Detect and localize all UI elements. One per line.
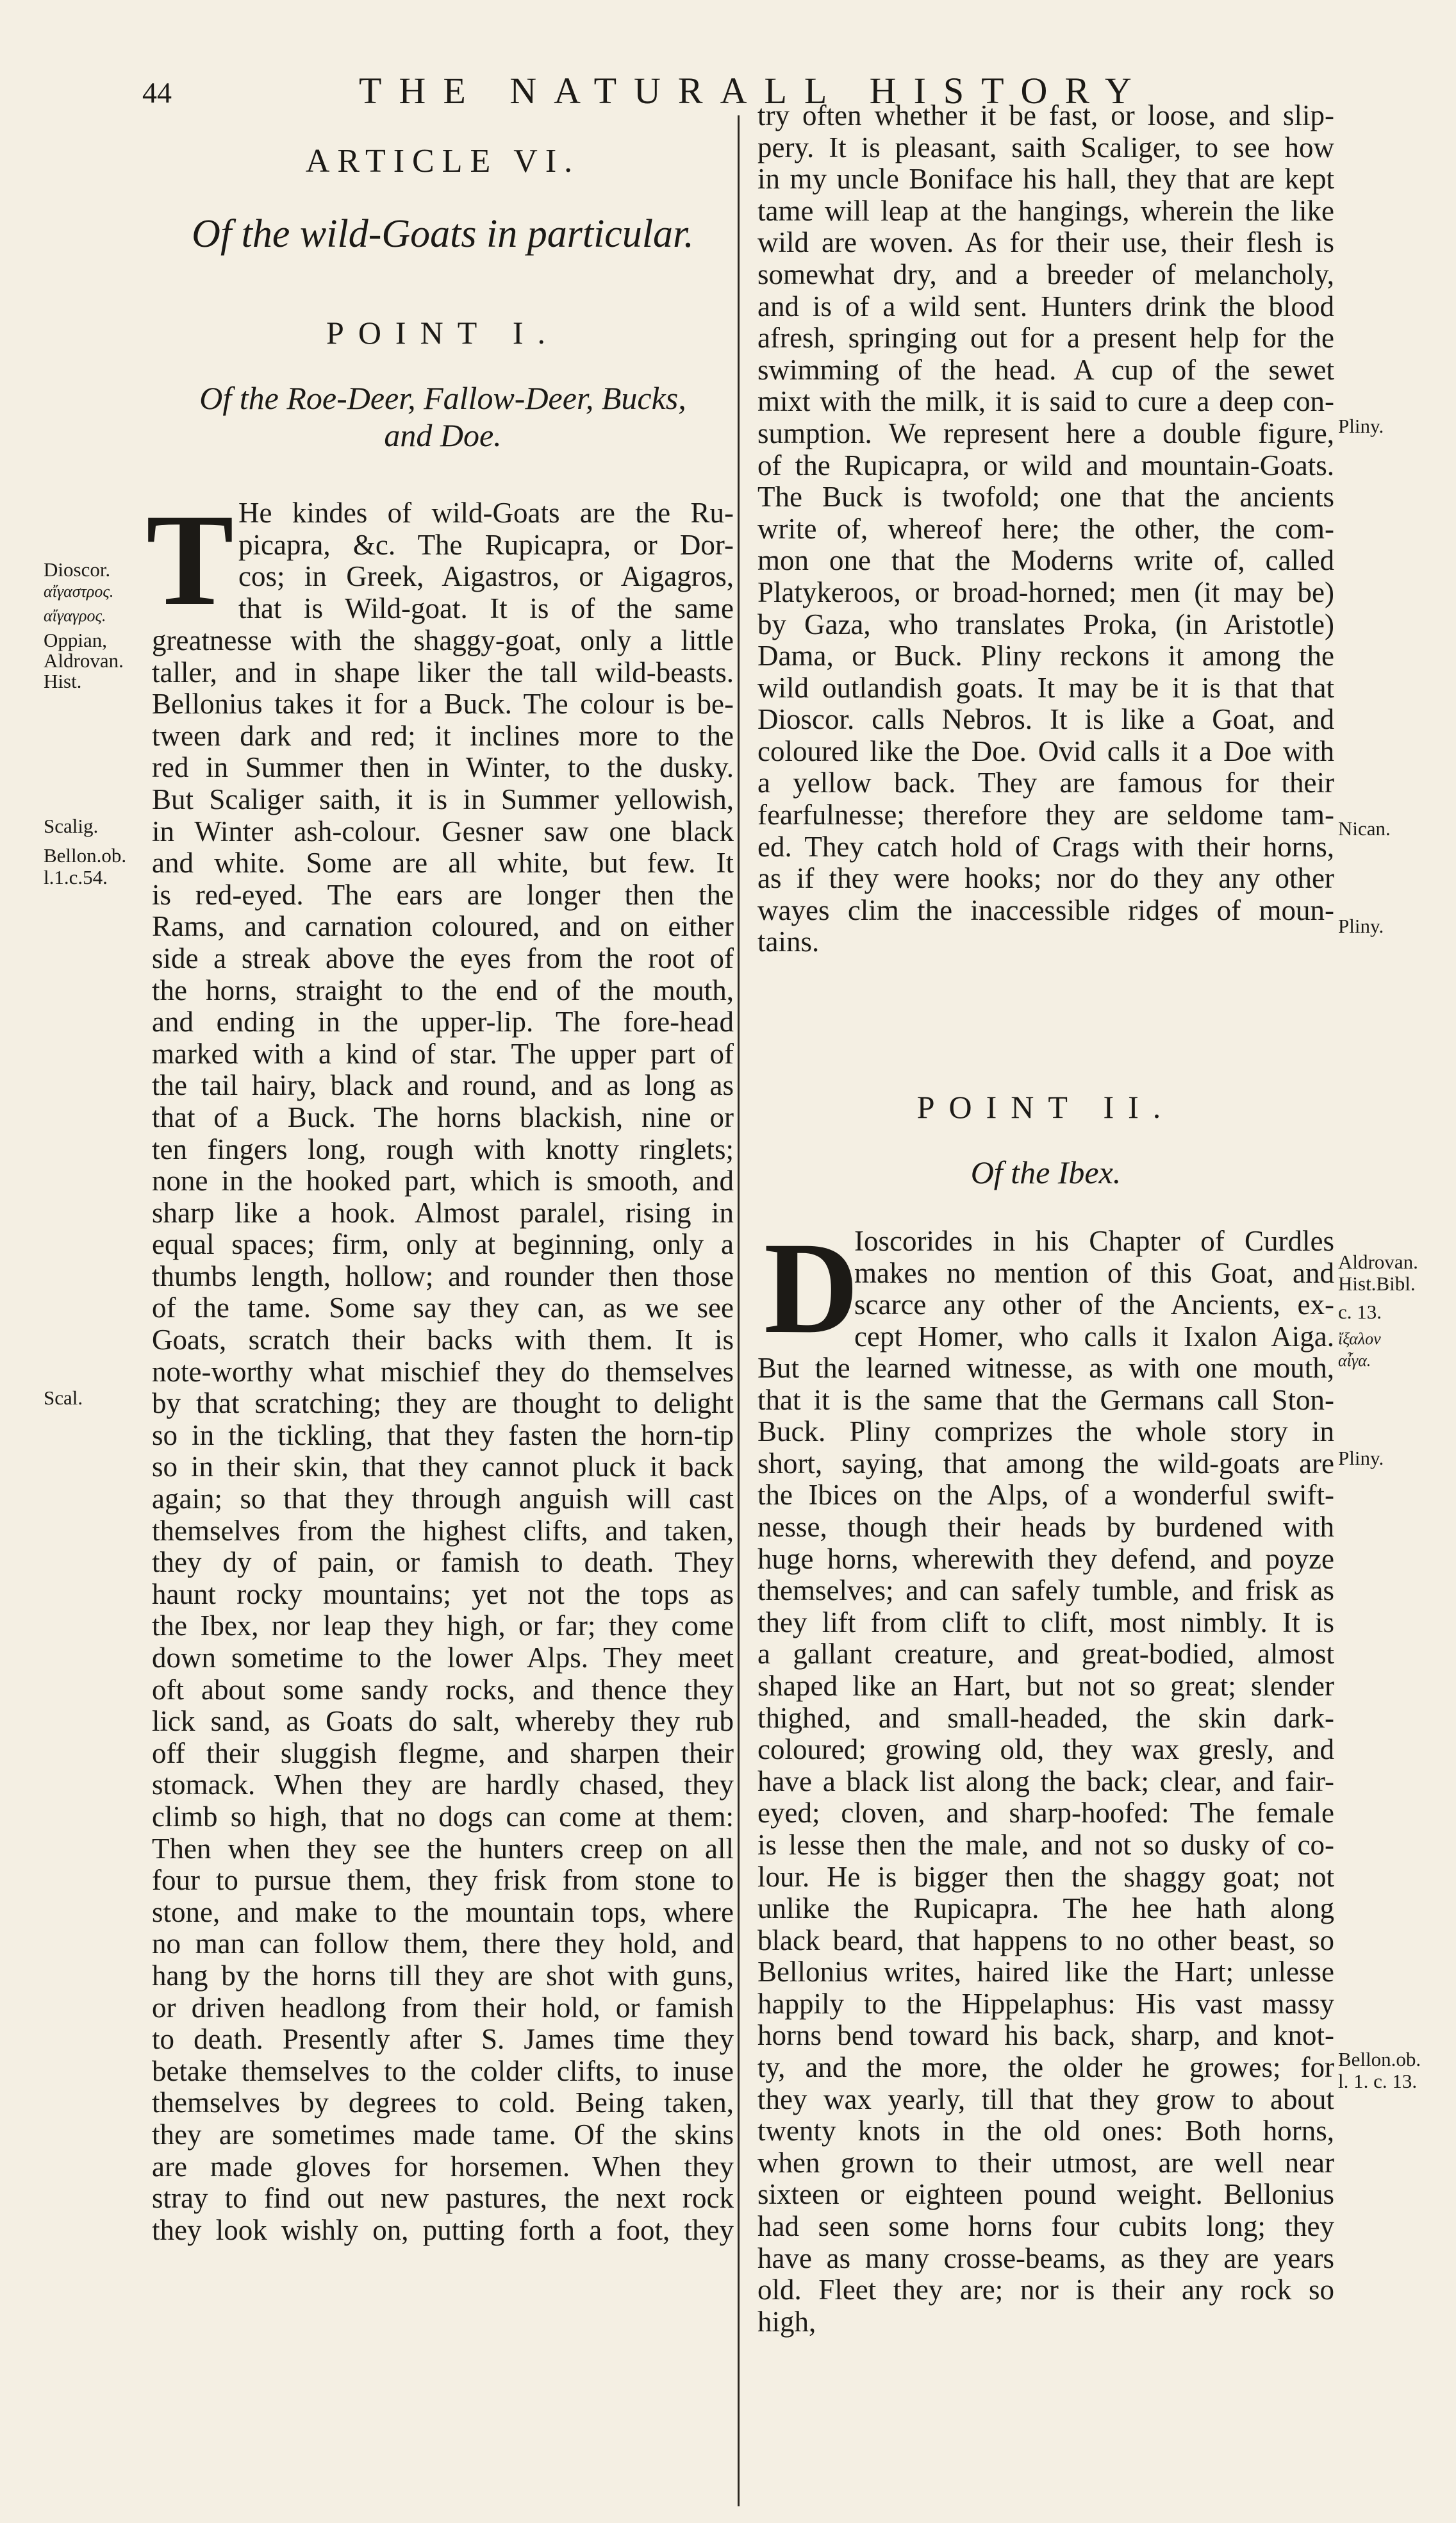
text-line: the horns, straight to the end of the mouth,: [152, 974, 734, 1006]
margin-note-dioscor: Dioscor.: [44, 558, 111, 581]
text-line: pery. It is pleasant, saith Scaliger, to see how: [757, 131, 1334, 163]
text-line: stone, and make to the mountain tops, where: [152, 1895, 734, 1928]
text-line: Dioscor. calls Nebros. It is like a Goat, and: [757, 703, 1334, 736]
point1-title-line2: and Doe.: [384, 417, 502, 453]
text-line: they look wishly on, putting forth a foot, they: [152, 2213, 734, 2246]
text-line: Platykeroos, or broad-horned; men (it may be): [757, 576, 1334, 608]
text-line: to death. Presently after S. James time they: [152, 2023, 734, 2056]
text-line: themselves from the highest clifts, and taken,: [152, 1514, 734, 1547]
text-line: sumption. We represent here a double figure,: [757, 417, 1334, 449]
text-line: Then when they see the hunters creep on all: [152, 1832, 734, 1865]
text-line: short, saying, that among the wild-goats are: [757, 1447, 1334, 1479]
column-divider: [738, 115, 740, 2506]
text-line: a gallant creature, and great-bodied, almost: [757, 1638, 1334, 1670]
text-line: mixt with the milk, it is said to cure a deep con-: [757, 385, 1334, 418]
running-title: THE NATURALL HISTORY: [359, 70, 1149, 112]
text-line: tame will leap at the hangings, wherein the like: [757, 194, 1334, 227]
margin-note-oppian: Oppian,: [44, 629, 108, 651]
text-line: Ioscorides in his Chapter of Curdles: [854, 1225, 1334, 1257]
text-line: in my uncle Boniface his hall, they that are kept: [757, 163, 1334, 196]
text-line: they dy of pain, or famish to death. They: [152, 1546, 734, 1579]
text-line: Buck. Pliny comprizes the whole story in: [757, 1415, 1334, 1448]
text-line: nesse, though their heads by burdened with: [757, 1510, 1334, 1543]
margin-note-aldrovan: Aldrovan.: [44, 649, 124, 672]
text-line: But Scaliger saith, it is in Summer yellowish,: [152, 783, 734, 815]
text-line: unlike the Rupicapra. The hee hath along: [757, 1892, 1334, 1925]
text-line: by Gaza, who translates Proka, (in Aristotle): [757, 608, 1334, 640]
text-line: coloured like the Doe. Ovid calls it a Doe with: [757, 735, 1334, 767]
text-line: or driven headlong from their hold, or famish: [152, 1991, 734, 2024]
text-line: wild are woven. As for their use, their flesh is: [757, 226, 1334, 259]
text-line: picapra, &c. The Rupicapra, or Dor-: [238, 528, 734, 561]
margin-note-greek1: αἴγαστρος.: [44, 582, 114, 601]
margin-note-scal: Scal.: [44, 1386, 83, 1409]
text-line: afresh, springing out for a present help for the: [757, 322, 1334, 354]
text-line: is red-eyed. The ears are longer then the: [152, 878, 734, 911]
margin-note-hist-bibl: Hist.Bibl.: [1338, 1272, 1416, 1295]
text-line: none in the hooked part, which is smooth, and: [152, 1165, 734, 1197]
text-line: stray to find out new pastures, the next rock: [152, 2182, 734, 2215]
text-line: are made gloves for horsemen. When they: [152, 2150, 734, 2183]
point1-opening-lines: [238, 497, 734, 624]
text-line: in Winter ash-colour. Gesner saw one black: [152, 815, 734, 847]
text-line: off their sluggish flegme, and sharpen their: [152, 1736, 734, 1769]
text-line: Dama, or Buck. Pliny reckons it among the: [757, 640, 1334, 672]
text-line: and ending in the upper-lip. The fore-head: [152, 1006, 734, 1038]
text-line: the tail hairy, black and round, and as long as: [152, 1069, 734, 1102]
text-line: marked with a kind of star. The upper part of: [152, 1037, 734, 1070]
text-line: so in their skin, that they cannot pluck it back: [152, 1451, 734, 1483]
text-line: eyed; cloven, and sharp-hoofed: The female: [757, 1797, 1334, 1829]
text-line: black beard, that happens to no other beast, so: [757, 1924, 1334, 1956]
margin-note-greek2: αἴγαγρος.: [44, 606, 106, 625]
text-line: makes no mention of this Goat, and: [854, 1256, 1334, 1289]
text-line: themselves by degrees to cold. Being taken,: [152, 2086, 734, 2119]
text-line: Bellonius takes it for a Buck. The colour is be-: [152, 688, 734, 720]
text-line: of the tame. Some say they can, as we see: [152, 1292, 734, 1324]
dropcap-t: T: [146, 487, 234, 633]
point1-title: [152, 379, 734, 454]
text-line: horns bend toward his back, sharp, and knot-: [757, 2019, 1334, 2052]
text-line: note-worthy what mischief they do themselves: [152, 1355, 734, 1388]
text-line: when grown to their utmost, are well near: [757, 2146, 1334, 2179]
text-line: ed. They catch hold of Crags with their horns,: [757, 830, 1334, 863]
text-line: coloured; growing old, they wax gresly, and: [757, 1733, 1334, 1766]
point2-body: [757, 1353, 1334, 2338]
text-line: betake themselves to the colder clifts, to inuse: [152, 2054, 734, 2087]
margin-note-greek3: ἴξαλον: [1338, 1329, 1381, 1348]
text-line: high,: [757, 2305, 816, 2338]
point1-title-line1: Of the Roe-Deer, Fallow-Deer, Bucks,: [199, 380, 686, 416]
text-line: ten fingers long, rough with knotty ringlets;: [152, 1133, 734, 1165]
point1-body-right: [757, 100, 1334, 958]
text-line: wild outlandish goats. It may be it is that that: [757, 671, 1334, 704]
text-line: climb so high, that no dogs can come at them:: [152, 1800, 734, 1833]
text-line: shaped like an Hart, but not so great; slender: [757, 1669, 1334, 1702]
text-line: of the Rupicapra, or wild and mountain-Goats.: [757, 449, 1334, 481]
article-title: Of the wild-Goats in particular.: [192, 212, 694, 256]
text-line: side a streak above the eyes from the root of: [152, 942, 734, 974]
page-number: 44: [142, 76, 172, 109]
text-line: that it is the same that the Germans call Ston-: [757, 1383, 1334, 1416]
text-line: oft about some sandy rocks, and thence they: [152, 1673, 734, 1706]
text-line: cos; in Greek, Aigastros, or Aigagros,: [238, 560, 734, 593]
text-line: lick sand, as Goats do salt, whereby they rub: [152, 1705, 734, 1738]
text-line: sixteen or eighteen pound weight. Bellonius: [757, 2178, 1334, 2211]
text-line: four to pursue them, they frisk from stone to: [152, 1864, 734, 1897]
text-line: old. Fleet they are; nor is their any rock so: [757, 2274, 1334, 2306]
margin-note-bellon: Bellon.ob.: [44, 844, 127, 867]
text-line: as if they were hooks; nor do they any other: [757, 862, 1334, 895]
text-line: greatnesse with the shaggy-goat, only a little: [152, 624, 734, 656]
text-line: they are sometimes made tame. Of the skins: [152, 2118, 734, 2151]
text-line: a yellow back. They are famous for their: [757, 767, 1334, 799]
margin-note-bellon-ref: l.1.c.54.: [44, 866, 108, 888]
text-line: that of a Buck. The horns blackish, nine or: [152, 1101, 734, 1133]
text-line: twenty knots in the old ones: Both horns,: [757, 2115, 1334, 2147]
text-line: and white. Some are all white, but few. It: [152, 847, 734, 879]
text-line: tains.: [757, 926, 820, 958]
margin-note-scalig: Scalig.: [44, 815, 99, 837]
margin-note-pliny3: Pliny.: [1338, 1447, 1384, 1469]
margin-note-bellon2: Bellon.ob.: [1338, 2048, 1421, 2070]
text-line: try often whether it be fast, or loose, and slip-: [757, 99, 1334, 131]
text-line: Bellonius writes, haired like the Hart; unlesse: [757, 1956, 1334, 1988]
text-line: the Ibex, nor leap they high, or far; they come: [152, 1610, 734, 1642]
text-line: huge horns, wherewith they defend, and poyze: [757, 1542, 1334, 1575]
text-line: the Ibices on the Alps, of a wonderful swift-: [757, 1479, 1334, 1511]
text-line: He kindes of wild-Goats are the Ru-: [238, 497, 734, 529]
margin-note-c13: c. 13.: [1338, 1301, 1382, 1323]
text-line: sharp like a hook. Almost paralel, rising in: [152, 1196, 734, 1229]
text-line: down sometime to the lower Alps. They meet: [152, 1642, 734, 1674]
text-line: somewhat dry, and a breeder of melancholy,: [757, 258, 1334, 290]
margin-note-pliny1: Pliny.: [1338, 415, 1384, 437]
text-line: no man can follow them, there they hold, and: [152, 1928, 734, 1960]
text-line: tween dark and red; it inclines more to the: [152, 719, 734, 752]
text-line: ty, and the more, the older he growes; for: [757, 2051, 1334, 2084]
margin-note-aldrovan2: Aldrovan.: [1338, 1251, 1418, 1273]
article-label: ARTICLE VI.: [305, 143, 581, 179]
point2-title: Of the Ibex.: [970, 1154, 1121, 1190]
text-line: But the learned witnesse, as with one mouth,: [757, 1352, 1334, 1384]
text-line: lour. He is bigger then the shaggy goat; not: [757, 1860, 1334, 1893]
margin-note-greek4: αἶγα.: [1338, 1351, 1371, 1370]
text-line: stomack. When they are hardly chased, they: [152, 1769, 734, 1801]
text-line: themselves; and can safely tumble, and frisk as: [757, 1574, 1334, 1607]
text-line: have as many crosse-beams, as they are years: [757, 2242, 1334, 2274]
text-line: scarce any other of the Ancients, ex-: [854, 1288, 1334, 1321]
text-line: swimming of the head. A cup of the sewet: [757, 353, 1334, 386]
margin-note-hist: Hist.: [44, 670, 82, 692]
point1-label: POINT I.: [326, 315, 559, 351]
text-line: fearfulnesse; therefore they are seldome tam-: [757, 799, 1334, 831]
text-line: wayes clim the inaccessible ridges of moun-: [757, 894, 1334, 926]
margin-note-pliny2: Pliny.: [1338, 915, 1384, 937]
text-line: by that scratching; they are thought to delight: [152, 1387, 734, 1420]
text-line: is lesse then the male, and not so dusky of co-: [757, 1828, 1334, 1861]
text-line: have a black list along the back; clear, and fair-: [757, 1765, 1334, 1797]
text-line: taller, and in shape liker the tall wild-beasts.: [152, 656, 734, 688]
point2-opening-lines: [854, 1226, 1334, 1353]
text-line: so in the tickling, that they fasten the horn-tip: [152, 1419, 734, 1451]
text-line: haunt rocky mountains; yet not the tops as: [152, 1578, 734, 1610]
point2-label: POINT II.: [916, 1089, 1175, 1125]
margin-note-nican: Nican.: [1338, 817, 1391, 840]
text-line: thighed, and small-headed, the skin dark-: [757, 1701, 1334, 1734]
text-line: happily to the Hippelaphus: His vast massy: [757, 1987, 1334, 2020]
text-line: The Buck is twofold; one that the ancients: [757, 481, 1334, 513]
text-line: hang by the horns till they are shot with guns,: [152, 1959, 734, 1992]
text-line: cept Homer, who calls it Ixalon Aiga.: [854, 1320, 1334, 1353]
text-line: Rams, and carnation coloured, and on either: [152, 910, 734, 943]
text-line: and is of a wild sent. Hunters drink the blood: [757, 290, 1334, 322]
text-line: they wax yearly, till that they grow to about: [757, 2083, 1334, 2115]
text-line: that is Wild-goat. It is of the same: [238, 592, 734, 624]
text-line: mon one that the Moderns write of, called: [757, 544, 1334, 577]
text-line: again; so that they through anguish will cast: [152, 1483, 734, 1515]
point1-body-left: [152, 625, 734, 2246]
text-line: thumbs length, hollow; and rounder then those: [152, 1260, 734, 1292]
text-line: red in Summer then in Winter, to the dusky.: [152, 751, 734, 784]
text-line: had seen some horns four cubits long; they: [757, 2210, 1334, 2243]
text-line: they lift from clift to clift, most nimbly. It is: [757, 1606, 1334, 1638]
margin-note-bellon2-ref: l. 1. c. 13.: [1338, 2070, 1418, 2092]
text-line: write of, whereof here; the other, the com-: [757, 512, 1334, 545]
text-line: Goats, scratch their backs with them. It is: [152, 1324, 734, 1356]
text-line: equal spaces; firm, only at beginning, only a: [152, 1228, 734, 1261]
dropcap-d: D: [764, 1215, 859, 1361]
